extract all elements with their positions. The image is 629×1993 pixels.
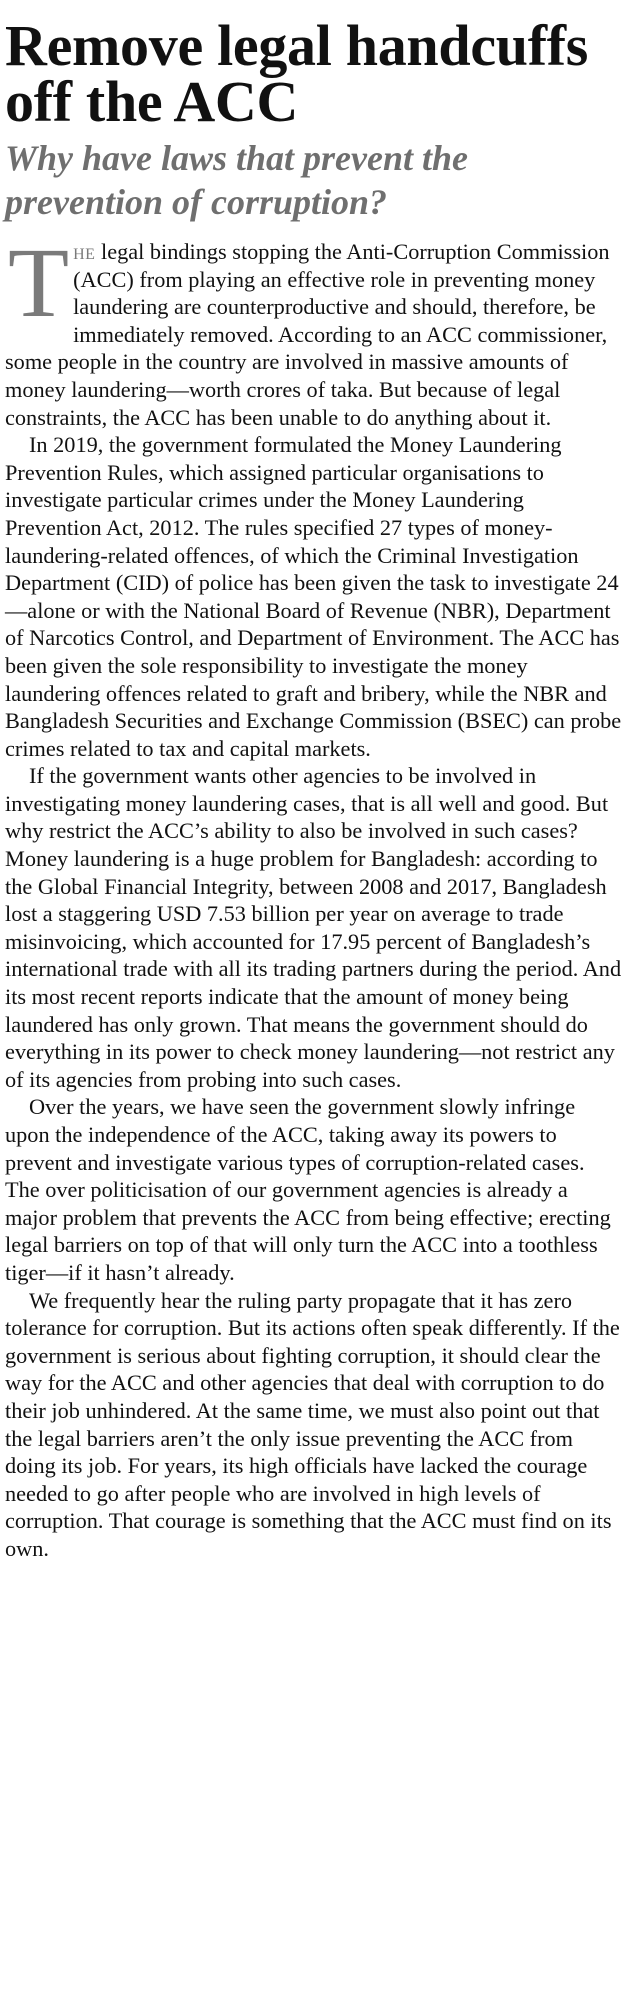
article-body xyxy=(5,227,622,1563)
lead-small-caps: he xyxy=(73,239,96,264)
drop-cap: T xyxy=(8,227,70,338)
paragraph-2: In 2019, the government formulated the Money Laundering Prevention Rules, which assigned particular organisations to investigate particular crimes under the Money Laundering Prevention Act, 2012. The rules specified 27 types of money-laundering-related offences, of which the Criminal Investigation Department (CID) of police has been given the task to investigate 24—alone or with the National Board of Revenue (NBR), Department of Narcotics Control, and Department of Environment. The ACC has been given the sole responsibility to investigate the money laundering offences related to graft and bribery, while the NBR and Bangladesh Securities and Exchange Commission (BSEC) can probe crimes related to tax and capital markets. xyxy=(5,432,622,761)
headline: Remove legal handcuffs off the ACC xyxy=(5,13,589,134)
paragraph-1 xyxy=(5,227,622,431)
paragraph-5: We frequently hear the ruling party propagate that it has zero tolerance for corruption. But its actions often speak differently. If the government is serious about fighting corruption, it should clear the way for the ACC and other agencies that deal with corruption to do their job unhindered. At the same time, we must also point out that the legal barriers aren’t the only issue preventing the ACC from doing its job. For years, its high officials have lacked the courage needed to go after people who are involved in high levels of corruption. That courage is something that the ACC must find on its own. xyxy=(5,1287,620,1561)
deck-subheadline: Why have laws that prevent the prevention of corruption? xyxy=(5,138,469,222)
paragraph-4: Over the years, we have seen the government slowly infringe upon the independence of the ACC, taking away its powers to prevent and investigate various types of corruption-related cases. The over politicisation of our government agencies is already a major problem that prevents the ACC from being effective; erecting legal barriers on top of that will only turn the ACC into a toothless tiger—if it hasn’t already. xyxy=(5,1094,611,1285)
paragraph-1-text: legal bindings stopping the Anti-Corruption Commission (ACC) from playing an effective role in preventing money laundering are counterproductive and should, therefore, be immediately removed. According to an ACC commissioner, some people in the country are involved in massive amounts of money laundering—worth crores of taka. But because of legal constraints, the ACC has been unable to do anything about it. xyxy=(5,239,610,430)
paragraph-3: If the government wants other agencies to be involved in investigating money laundering cases, that is all well and good. But why restrict the ACC’s ability to also be involved in such cases? Money laundering is a huge problem for Bangladesh: according to the Global Financial Integrity, between 2008 and 2017, Bangladesh lost a staggering USD 7.53 billion per year on average to trade misinvoicing, which accounted for 17.95 percent of Bangladesh’s international trade with all its trading partners during the period. And its most recent reports indicate that the amount of money being laundered has only grown. That means the government should do everything in its power to check money laundering—not restrict any of its agencies from probing into such cases. xyxy=(5,763,622,1092)
